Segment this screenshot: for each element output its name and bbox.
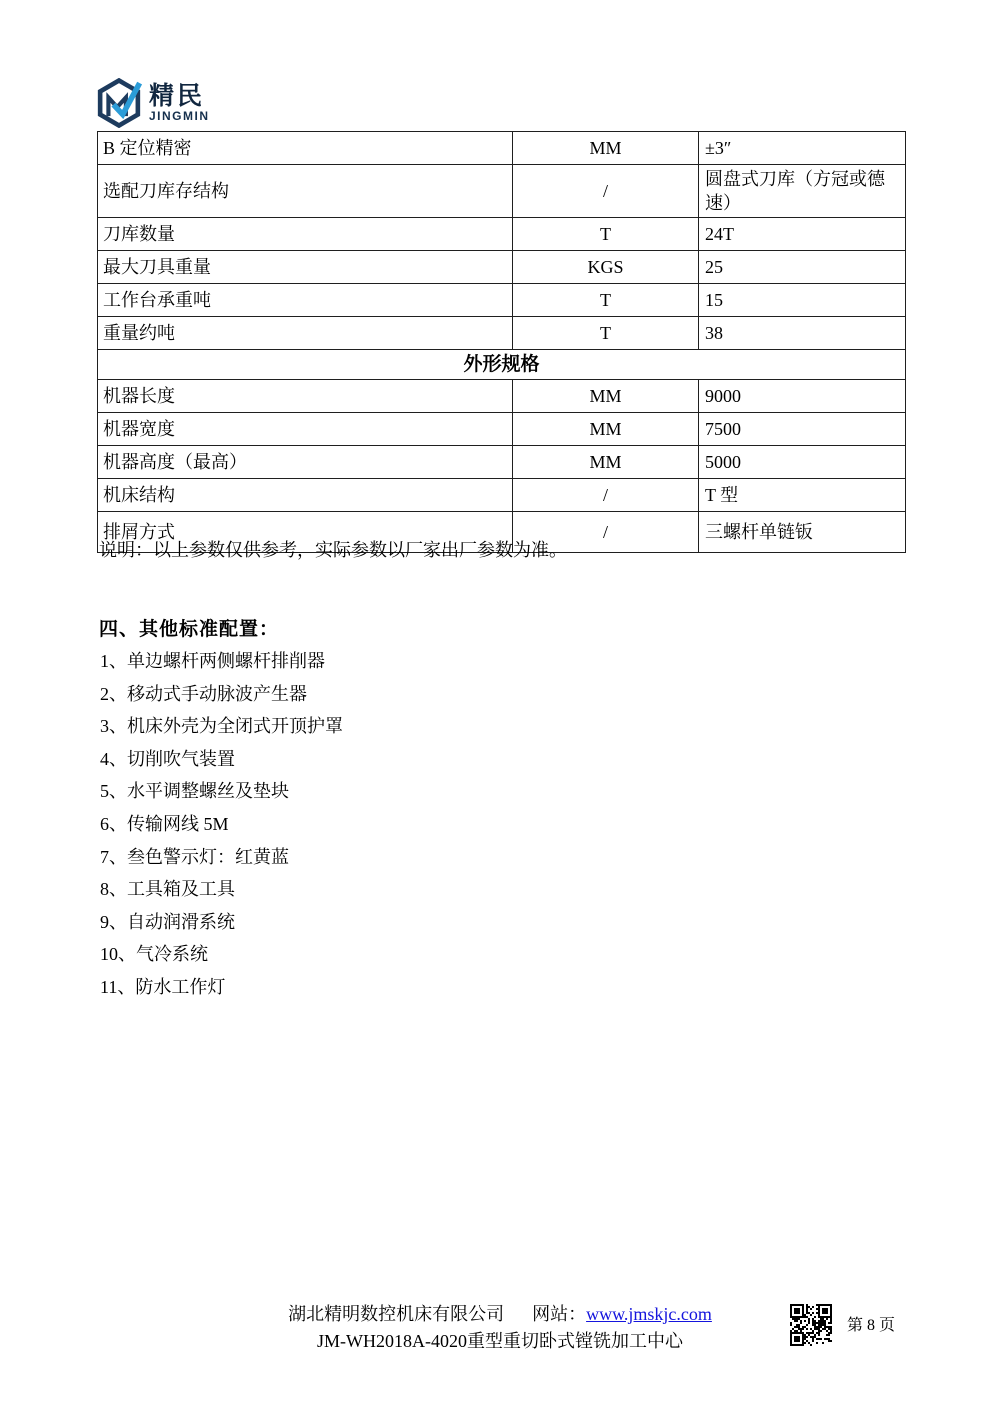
footer-model-line: JM-WH2018A-4020重型重切卧式镗铣加工中心 <box>317 1331 683 1351</box>
table-unit-cell: MM <box>513 132 699 165</box>
table-unit-cell: T <box>513 284 699 317</box>
table-label-cell: 刀库数量 <box>98 218 513 251</box>
table-label-cell: 机床结构 <box>98 479 513 512</box>
table-row <box>98 479 906 512</box>
config-list-item: 9、自动润滑系统 <box>100 911 235 932</box>
table-row <box>98 317 906 350</box>
table-label-cell: 重量约吨 <box>98 317 513 350</box>
config-list-item: 8、工具箱及工具 <box>100 879 235 900</box>
config-list-item: 2、移动式手动脉波产生器 <box>100 683 307 704</box>
table-value-cell: 15 <box>699 284 906 317</box>
table-row <box>98 350 906 380</box>
table-value-cell: 9000 <box>699 380 906 413</box>
config-list-item: 4、切削吹气装置 <box>100 748 235 769</box>
table-value-cell: 24T <box>699 218 906 251</box>
table-row <box>98 413 906 446</box>
table-unit-cell: MM <box>513 413 699 446</box>
table-row <box>98 132 906 165</box>
config-list-item: 5、水平调整螺丝及垫块 <box>100 781 289 802</box>
config-list-item: 1、单边螺杆两侧螺杆排削器 <box>100 651 325 671</box>
table-section-header: 外形规格 <box>98 350 906 380</box>
table-unit-cell: / <box>513 479 699 512</box>
spec-table <box>97 131 906 553</box>
table-label-cell: 排屑方式 <box>98 512 513 553</box>
table-value-cell: 25 <box>699 251 906 284</box>
config-list-item: 11、防水工作灯 <box>100 976 226 997</box>
table-value-cell: 圆盘式刀库（方冠或德速） <box>699 165 906 218</box>
logo-en-text: JINGMIN <box>149 108 210 123</box>
table-value-cell: T 型 <box>699 479 906 512</box>
config-list-item: 6、传输网线 5M <box>100 813 229 834</box>
table-row <box>98 284 906 317</box>
table-unit-cell: T <box>513 317 699 350</box>
table-label-cell: B 定位精密 <box>98 132 513 165</box>
config-list-item: 7、叁色警示灯：红黄蓝 <box>100 846 289 867</box>
table-label-cell: 选配刀库存结构 <box>98 165 513 218</box>
table-row <box>98 251 906 284</box>
table-unit-cell: T <box>513 218 699 251</box>
footer-company: 湖北精明数控机床有限公司 <box>288 1304 505 1324</box>
table-value-cell: ±3″ <box>699 132 906 165</box>
table-value-cell: 38 <box>699 317 906 350</box>
logo-cn-text: 精民 <box>149 81 206 110</box>
logo-hexagon-m-icon <box>96 78 142 128</box>
table-row <box>98 446 906 479</box>
table-unit-cell: KGS <box>513 251 699 284</box>
config-list-item: 10、气冷系统 <box>100 944 208 965</box>
table-value-cell: 三螺杆单链钣 <box>699 512 906 553</box>
table-row <box>98 380 906 413</box>
config-list <box>100 651 343 1010</box>
logo-text <box>149 81 210 123</box>
table-unit-cell: / <box>513 165 699 218</box>
section-heading: 四、其他标准配置： <box>99 619 280 640</box>
table-label-cell: 工作台承重吨 <box>98 284 513 317</box>
table-unit-cell: MM <box>513 380 699 413</box>
company-logo <box>96 78 210 128</box>
table-unit-cell: MM <box>513 446 699 479</box>
table-label-cell: 机器宽度 <box>98 413 513 446</box>
footer-site-link[interactable]: www.jmskjc.com <box>586 1304 712 1324</box>
table-row <box>98 165 906 218</box>
page-number: 第 8 页 <box>847 1317 896 1334</box>
footer-site-label: 网站： <box>532 1304 587 1324</box>
table-label-cell: 机器高度（最高） <box>98 446 513 479</box>
table-label-cell: 最大刀具重量 <box>98 251 513 284</box>
table-value-cell: 5000 <box>699 446 906 479</box>
table-unit-cell: / <box>513 512 699 553</box>
table-row <box>98 218 906 251</box>
qr-code-icon <box>790 1304 832 1346</box>
table-value-cell: 7500 <box>699 413 906 446</box>
table-note: 说明：以上参数仅供参考，实际参数以厂家出厂参数为准。 <box>99 540 567 560</box>
config-list-item: 3、机床外壳为全闭式开顶护罩 <box>100 716 343 737</box>
table-label-cell: 机器长度 <box>98 380 513 413</box>
